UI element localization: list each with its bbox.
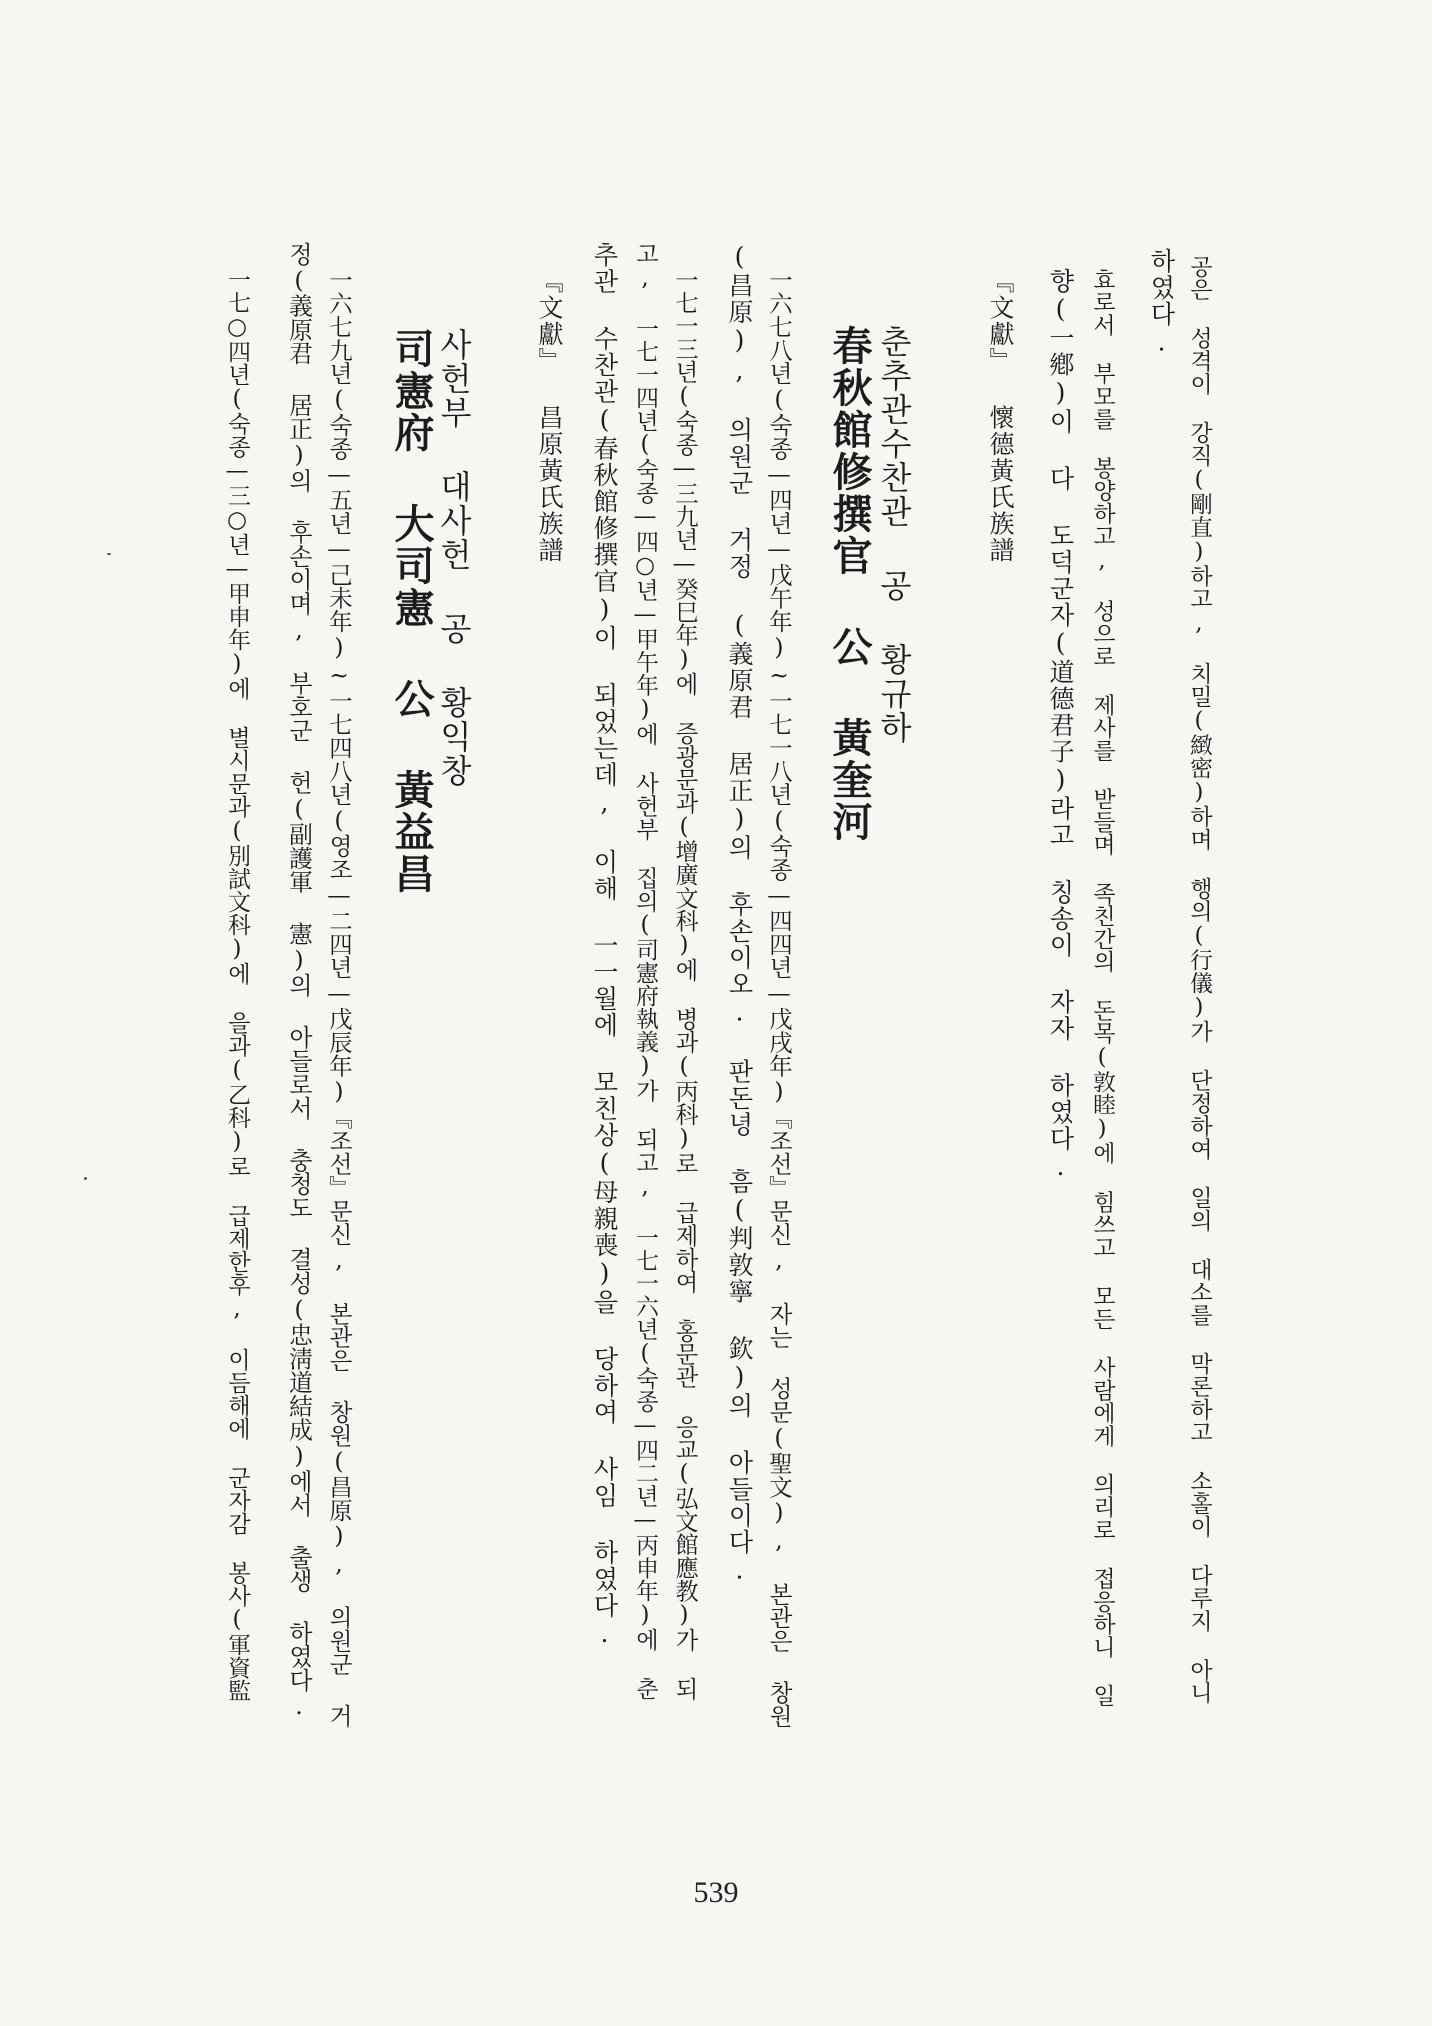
section-heading-hanja: 春秋館修撰官 公 黃奎河 [826, 325, 873, 843]
body-text-line: 공은 성격이 강직(剛直)하고, 치밀(緻密)하며 행의(行儀)가 단정하여 일의 대소를 막론하고 소홀이 다루지 아니 [1186, 255, 1212, 1704]
body-text-line: 一七一三년(숙종—三九년—癸巳年)에 증광문과(增廣文科)에 병과(丙科)로 급제하여 홍문관 응교(弘文館應教)가 되 [671, 268, 697, 1701]
section-heading-korean: 사헌부 대사헌 공 황익창 [435, 328, 473, 788]
body-text-line: 하였다. [1147, 248, 1176, 358]
body-text-line: 一六七九년(숙종—五년—己未年)~一七四八년(영조—二四년—戊辰年)『조선』문신, 본관은 창원(昌原), 의원군 거 [325, 268, 353, 1728]
body-text-line: (昌原), 의원군 거정 (義原君 居正)의 후손이오. 판돈녕 흠(判敦寧 欽)의 아들이다. [725, 242, 754, 1586]
body-text-line: 一六七八년(숙종—四년—戊午年)~一七一八년(숙종—四四년—戊戌年)『조선』문신, 자는 성문(聖文), 본관은 창원 [765, 268, 793, 1728]
scan-speck [107, 553, 111, 555]
scan-speck [84, 1177, 87, 1180]
source-citation: 『文獻』 懷德黃氏族譜 [986, 268, 1015, 564]
section-heading-hanja: 司憲府 大司憲 公 黃益昌 [388, 328, 435, 895]
body-text-line: 一七○四년(숙종—三○년—甲申年)에 별시문과(別試文科)에 을과(乙科)로 급제한후, 이듬해에 군자감 봉사(軍資監 [224, 268, 250, 1702]
page-number: 539 [693, 1876, 739, 1909]
source-citation: 『文獻』 昌原黃氏族譜 [535, 268, 564, 564]
body-text-line: 효로서 부모를 봉양하고, 성으로 제사를 받들며 족친간의 돈목(敦睦)에 힘쓰고 모든 사람에게 의리로 접응하니 일 [1089, 268, 1115, 1707]
section-heading-korean: 춘추관수찬관 공 황규하 [875, 325, 913, 745]
body-text-line: 추관 수찬관(春秋館修撰官)이 되었는데, 이해 一一월에 모친상(母親喪)을 당하여 사임 하였다. [590, 242, 619, 1650]
body-text-line: 정(義原君 居正)의 후손이며, 부호군 헌(副護軍 憲)의 아들로서 충청도 결성(忠淸道結成)에서 출생 하였다. [285, 242, 313, 1720]
body-text-line: 향(一鄕)이 다 도덕군자(道德君子)라고 칭송이 자자 하였다. [1046, 268, 1075, 1183]
body-text-line: 고, 一七一四년(숙종—四○년—甲午年)에 사헌부 집의(司憲府執義)가 되고, 一七一六년(숙종—四二년—丙申年)에 춘 [632, 242, 658, 1700]
